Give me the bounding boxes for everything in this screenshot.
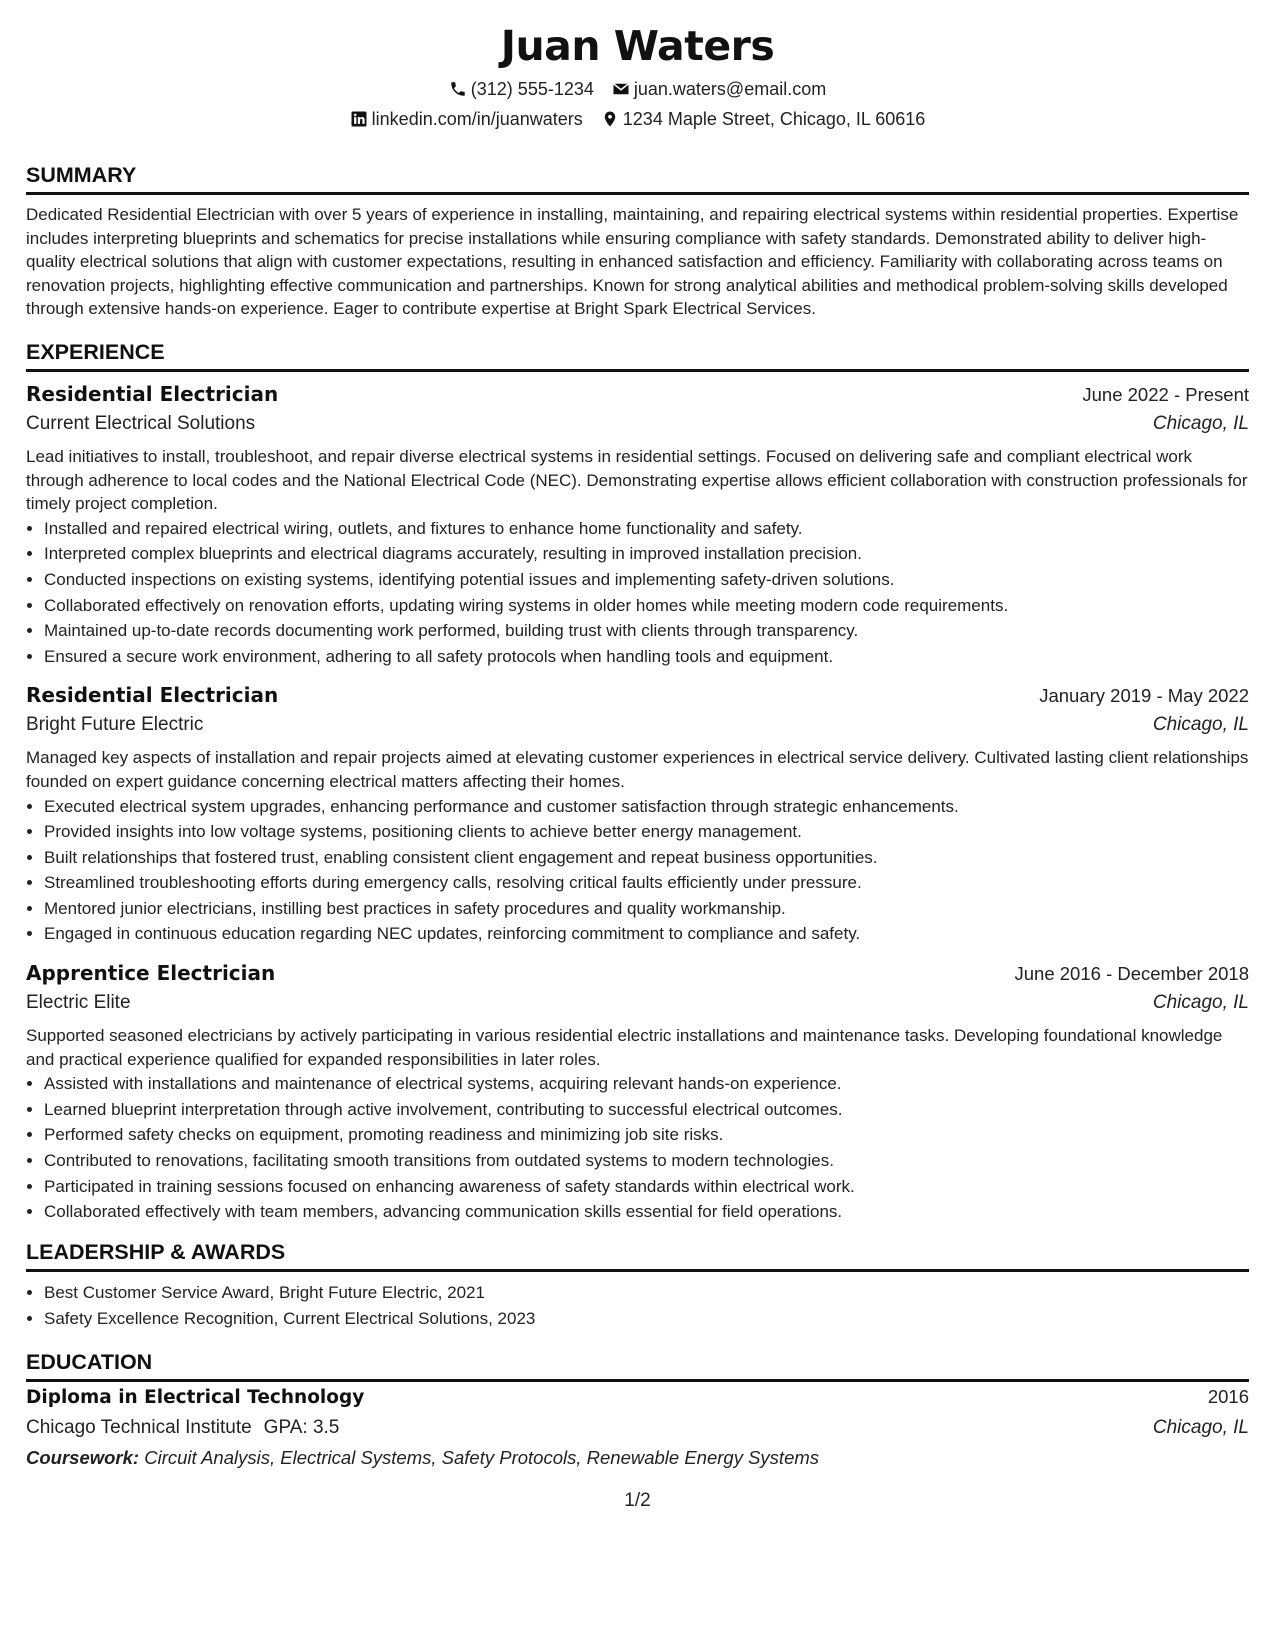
job-title: Residential Electrician (26, 381, 279, 406)
job-bullet: • Learned blueprint interpretation through active involvement, contributing to successful electrical outcomes. (44, 1097, 1249, 1123)
linkedin-icon (350, 110, 368, 128)
job-location: Chicago, IL (1152, 992, 1249, 1014)
job-company-row (26, 409, 1249, 439)
address-contact (601, 104, 926, 134)
phone-contact (449, 74, 594, 104)
job-bullet: • Contributed to renovations, facilitating smooth transitions from outdated systems to modern technologies. (44, 1148, 1249, 1174)
award-item: • Best Customer Service Award, Bright Future Electric, 2021 (44, 1280, 1249, 1307)
job-bullet: • Streamlined troubleshooting efforts during emergency calls, resolving critical faults efficiently under pressure. (44, 870, 1249, 896)
linkedin-contact[interactable] (350, 104, 583, 134)
coursework-list: Circuit Analysis, Electrical Systems, Safety Protocols, Renewable Energy Systems (144, 1446, 820, 1468)
job-location: Chicago, IL (1152, 714, 1249, 736)
job-bullet: • Collaborated effectively with team members, advancing communication skills essential for field operations. (44, 1199, 1249, 1225)
email-contact[interactable] (612, 74, 826, 104)
job-description: Managed key aspects of installation and repair projects aimed at elevating customer experiences in electrical service delivery. Cultivated lasting client relationships founded on expert guidance concerning electrical matters affecting their homes. (26, 748, 1249, 791)
job-dates: June 2016 - December 2018 (1014, 963, 1249, 985)
education-section (26, 1349, 1249, 1473)
phone-icon (449, 80, 467, 98)
street-address: 1234 Maple Street, Chicago, IL 60616 (622, 109, 926, 129)
job-header-row (26, 380, 1249, 409)
school-row (26, 1413, 1249, 1443)
map-pin-icon (601, 110, 619, 128)
gpa: GPA: 3.5 (263, 1416, 340, 1438)
job-bullet: • Built relationships that fostered trust, enabling consistent client engagement and repeat business opportunities. (44, 845, 1249, 871)
coursework-label: Coursework: (26, 1446, 140, 1468)
job-title: Residential Electrician (26, 683, 279, 708)
summary-section (26, 162, 1249, 321)
job-description: Lead initiatives to install, troubleshoot, and repair diverse electrical systems in residential settings. Focused on delivering safe and compliant electrical work through adherence to local codes and the National Electrical Code (NEC). Demonstrating expertise allows efficient collaboration with construction professionals for timely project completion. (26, 446, 1248, 514)
envelope-icon (612, 80, 630, 98)
coursework-line (26, 1443, 1249, 1473)
candidate-name: Juan Waters (500, 22, 775, 70)
job-dates: January 2019 - May 2022 (1039, 685, 1249, 707)
job-description: Supported seasoned electricians by actively participating in various residential electric installations and maintenance tasks. Developing foundational knowledge and practical experience qualified for expanded responsibilities in later roles. (26, 1026, 1223, 1069)
experience-section (26, 339, 1249, 1225)
linkedin-url[interactable]: linkedin.com/in/juanwaters (371, 109, 583, 129)
page-number: 1/2 (624, 1490, 651, 1511)
resume-header (26, 18, 1249, 134)
job-company: Current Electrical Solutions (26, 412, 256, 434)
contact-row-1 (26, 74, 1249, 104)
job-entry (26, 380, 1249, 669)
job-bullet: • Performed safety checks on equipment, promoting readiness and minimizing job site risks. (44, 1122, 1249, 1148)
job-company: Electric Elite (26, 992, 131, 1014)
job-bullet: • Mentored junior electricians, instilling best practices in safety procedures and quality workmanship. (44, 896, 1249, 922)
job-bullet: • Provided insights into low voltage systems, positioning clients to achieve better energy management. (44, 819, 1249, 845)
school-line (26, 1414, 339, 1442)
job-bullet: • Participated in training sessions focused on enhancing awareness of safety standards within electrical work. (44, 1174, 1249, 1200)
education-header-row (26, 1382, 1249, 1413)
email-address[interactable]: juan.waters@email.com (633, 79, 827, 99)
job-bullets (26, 516, 1249, 670)
job-dates: June 2022 - Present (1082, 383, 1249, 405)
job-bullet: • Engaged in continuous education regarding NEC updates, reinforcing commitment to compliance and safety. (44, 921, 1249, 947)
job-company: Bright Future Electric (26, 714, 204, 736)
award-item: • Safety Excellence Recognition, Current Electrical Solutions, 2023 (44, 1306, 1249, 1333)
job-bullet: • Collaborated effectively on renovation efforts, updating wiring systems in older homes while meeting modern code requirements. (44, 593, 1249, 619)
phone-number: (312) 555-1234 (470, 79, 594, 99)
job-company-row (26, 988, 1249, 1018)
job-header-row (26, 959, 1249, 988)
job-bullet: • Conducted inspections on existing systems, identifying potential issues and implementing safety-driven solutions. (44, 567, 1249, 593)
job-bullet: • Executed electrical system upgrades, enhancing performance and customer satisfaction through strategic enhancements. (44, 794, 1249, 820)
section-title-education: EDUCATION (26, 1349, 1249, 1382)
summary-text: Dedicated Residential Electrician with over 5 years of experience in installing, maintaining, and repairing electrical systems within residential properties. Expertise includes interpreting blueprints and schematics for precise installations while ensuring compliance with safety standards. Demonstrated ability to deliver high-quality electrical solutions that align with customer expectations, resulting in enhanced satisfaction and efficiency. Familiarity with collaborating across teams on renovation projects, highlighting effective communication and partnerships. Known for strong analytical abilities and methodical problem-solving skills developed through extensive hands-on experience. Eager to contribute expertise at Bright Spark Electrical Services. (26, 205, 1239, 319)
leadership-section (26, 1239, 1249, 1333)
award-list (26, 1280, 1249, 1333)
job-entry (26, 681, 1249, 947)
job-bullets (26, 1071, 1249, 1225)
job-header-row (26, 681, 1249, 710)
section-title-experience: EXPERIENCE (26, 339, 1249, 372)
school-name: Chicago Technical Institute (26, 1416, 252, 1438)
section-title-summary: SUMMARY (26, 162, 1249, 195)
job-bullet: • Maintained up-to-date records documenting work performed, building trust with clients through transparency. (44, 618, 1249, 644)
job-bullets (26, 794, 1249, 948)
school-location: Chicago, IL (1152, 1416, 1249, 1438)
contact-row-2 (26, 104, 1249, 134)
section-title-leadership: LEADERSHIP & AWARDS (26, 1239, 1249, 1272)
degree-title: Diploma in Electrical Technology (26, 1386, 365, 1408)
job-title: Apprentice Electrician (26, 961, 276, 986)
job-location: Chicago, IL (1152, 412, 1249, 434)
job-bullet: • Interpreted complex blueprints and electrical diagrams accurately, resulting in improved installation precision. (44, 541, 1249, 567)
job-bullet: • Assisted with installations and maintenance of electrical systems, acquiring relevant hands-on experience. (44, 1071, 1249, 1097)
job-entry (26, 959, 1249, 1225)
job-bullet: • Installed and repaired electrical wiring, outlets, and fixtures to enhance home functionality and safety. (44, 516, 1249, 542)
graduation-year: 2016 (1207, 1385, 1249, 1407)
job-bullet: • Ensured a secure work environment, adhering to all safety protocols when handling tools and equipment. (44, 644, 1249, 670)
job-company-row (26, 710, 1249, 740)
